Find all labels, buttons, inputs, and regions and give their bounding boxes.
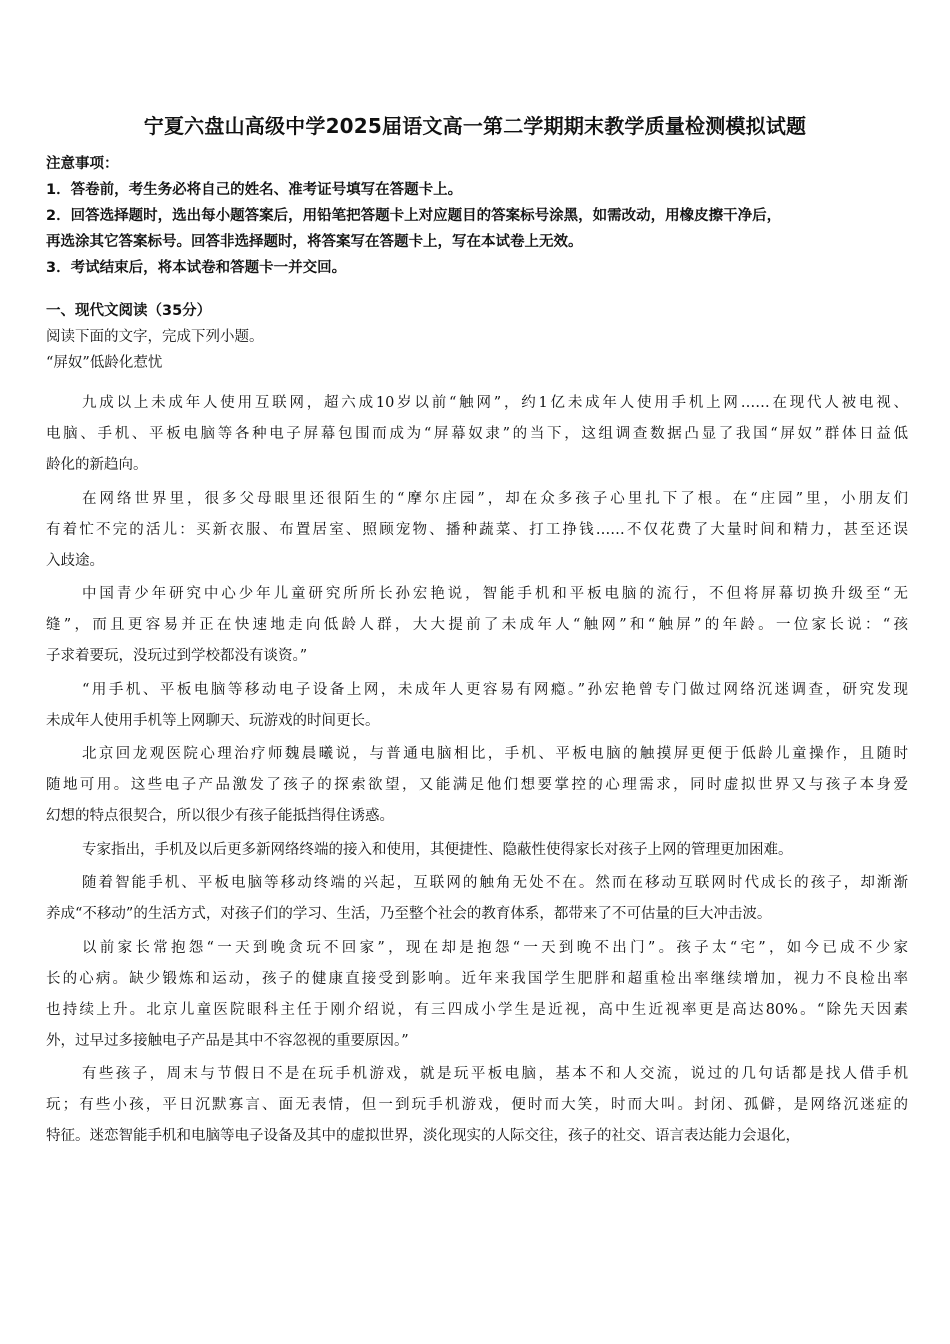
paragraph-line: 入歧途。 [46,552,104,569]
paragraph-line: 电脑、手机、平板电脑等各种电子屏幕包围而成为“屏幕奴隶”的当下，这组调查数据凸显了我国“屏奴”群体日益低 [46,426,908,442]
reading-section-header [46,298,908,376]
page-title: 宁夏六盘山高级中学2025届语文高一第二学期期末教学质量检测模拟试题 [143,114,807,138]
paragraph-line: 长的心病。缺少锻炼和运动，孩子的健康直接受到影响。近年来我国学生肥胖和超重检出率继续增加，视力不良检出率 [46,970,908,987]
paragraph-line: 在网络世界里，很多父母眼里还很陌生的“摩尔庄园”，却在众多孩子心里扎下了根。在“庄园”里，小朋友们 [82,490,908,507]
paragraph-line: 以前家长常抱怨“一天到晚贪玩不回家”，现在却是抱怨“一天到晚不出门”。孩子太“宅”，如今已成不少家 [82,939,908,956]
article-paragraph [46,868,908,930]
paragraph-line: “用手机、平板电脑等移动电子设备上网，未成年人更容易有网瘾。”孙宏艳曾专门做过网络沉迷调查，研究发现 [82,681,908,698]
notice-item: 1．答卷前，考生务必将自己的姓名、准考证号填写在答题卡上。 [46,182,463,198]
paragraph-line: 中国青少年研究中心少年儿童研究所所长孙宏艳说，智能手机和平板电脑的流行，不但将屏幕切换升级至“无 [82,586,908,602]
paragraph-line: 有些孩子，周末与节假日不是在玩手机游戏，就是玩平板电脑，基本不和人交流，说过的几句话都是找人借手机 [82,1066,908,1082]
notice-item: 2．回答选择题时，选出每小题答案后，用铅笔把答题卡上对应题目的答案标号涂黑，如需改动，用橡皮擦干净后， [46,208,782,224]
paragraph-line: 特征。迷恋智能手机和电脑等电子设备及其中的虚拟世界，淡化现实的人际交往，孩子的社交、语言表达能力会退化， [46,1128,800,1144]
paragraph-line: 幻想的特点很契合，所以很少有孩子能抵挡得住诱惑。 [46,808,394,824]
paragraph-line: 缝”，而且更容易并正在快速地走向低龄人群，大大提前了未成年人“触网”和“触屏”的年龄。一位家长说：“孩 [46,617,908,633]
paragraph-line: 子求着要玩，没玩过到学校都没有谈资。” [46,648,308,664]
article-paragraph [46,484,908,577]
paragraph-line: 外，过早过多接触电子产品是其中不容忽视的重要原因。” [46,1032,409,1049]
article-body [46,388,908,1155]
paragraph-line: 北京回龙观医院心理治疗师魏晨曦说，与普通电脑相比，手机、平板电脑的触摸屏更便于低龄儿童操作，且随时 [82,746,908,762]
paragraph-line: 也持续上升。北京儿童医院眼科主任于刚介绍说，有三四成小学生是近视，高中生近视率更是高达80%。“除先天因素 [46,1001,908,1018]
paragraph-line: 随地可用。这些电子产品激发了孩子的探索欲望，又能满足他们想要掌控的心理需求，同时虚拟世界又与孩子本身爱 [46,777,908,793]
article-paragraph [46,388,908,481]
paragraph-line: 专家指出，手机及以后更多新网络终端的接入和使用，其便捷性、隐蔽性使得家长对孩子上网的管理更加困难。 [82,841,793,858]
notice-item: 3．考试结束后，将本试卷和答题卡一并交回。 [46,260,347,276]
notice-heading: 注意事项： [46,156,119,172]
article-paragraph [46,933,908,1057]
article-paragraph [46,675,908,737]
paragraph-line: 龄化的新趋向。 [46,457,148,473]
paragraph-line: 随着智能手机、平板电脑等移动终端的兴起，互联网的触角无处不在。然而在移动互联网时代成长的孩子，却渐渐 [82,875,908,891]
article-paragraph [46,835,908,866]
paragraph-line: 养成“不移动”的生活方式，对孩子们的学习、生活，乃至整个社会的教育体系，都带来了不可估量的巨大冲击波。 [46,906,772,922]
notice-block [46,151,908,281]
paragraph-line: 未成年人使用手机等上网聊天、玩游戏的时间更长。 [46,712,380,729]
article-paragraph [46,1059,908,1152]
article-paragraph [46,739,908,832]
notice-item: 再选涂其它答案标号。回答非选择题时，将答案写在答题卡上，写在本试卷上无效。 [46,234,583,250]
article-title: “屏奴”低龄化惹忧 [46,355,163,371]
paragraph-line: 九成以上未成年人使用互联网，超六成10岁以前“触网”，约1亿未成年人使用手机上网……在现代人被电视、 [82,395,908,411]
paragraph-line: 有着忙不完的活儿：买新衣服、布置居室、照顾宠物、播种蔬菜、打工挣钱……不仅花费了大量时间和精力，甚至还误 [46,521,908,538]
article-paragraph [46,579,908,672]
section-heading: 一、现代文阅读（35分） [46,303,212,319]
section-instruction: 阅读下面的文字，完成下列小题。 [46,329,264,345]
paragraph-line: 玩；有些小孩，平日沉默寡言、面无表情，但一到玩手机游戏，便时而大笑，时而大叫。封闭、孤僻，是网络沉迷症的 [46,1097,908,1113]
